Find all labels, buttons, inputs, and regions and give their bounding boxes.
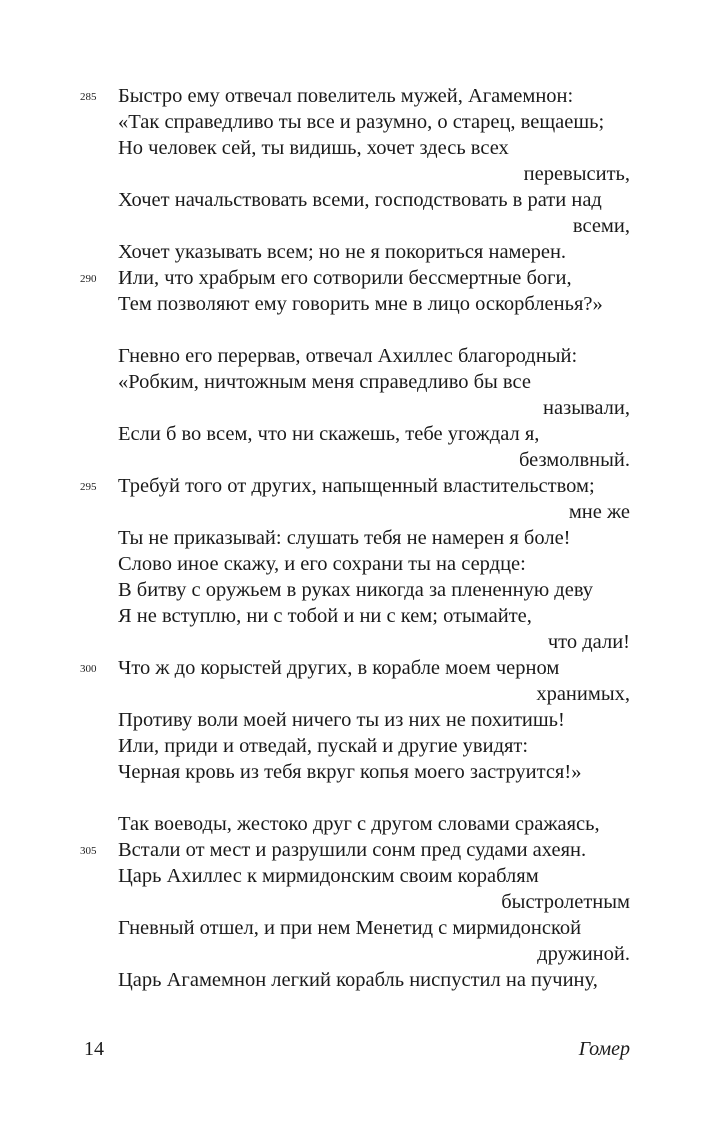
verse-line [0,135,709,161]
verse-text: называли, [543,397,630,419]
verse-text: дружиной. [537,943,630,965]
page-number: 14 [84,1038,104,1060]
verse-line [0,447,709,473]
verse-text: Если б во всем, что ни скажешь, тебе угождал я, [118,423,540,445]
verse-text: Гневный отшел, и при нем Менетид с мирмидонской [118,917,582,939]
verse-line [0,109,709,135]
verse-text: Тем позволяют ему говорить мне в лицо оскорбленья?» [118,293,603,315]
verse-text: Быстро ему отвечал повелитель мужей, Агамемнон: [118,85,574,107]
verse-text: Слово иное скажу, и его сохрани ты на сердце: [118,553,526,575]
verse-line [0,291,709,317]
verse-line [0,811,709,837]
verse-line [0,733,709,759]
verse-line [0,837,709,863]
verse-text: Что ж до корыстей других, в корабле моем черном [118,657,560,679]
verse-line [0,343,709,369]
verse-line [0,369,709,395]
verse-text: Ты не приказывай: слушать тебя не намерен я боле! [118,527,571,549]
page-footer [0,1038,709,1064]
verse-text: Но человек сей, ты видишь, хочет здесь всех [118,137,509,159]
line-number: 305 [80,845,97,857]
verse-text: Или, приди и отведай, пускай и другие увидят: [118,735,529,757]
verse-text: хранимых, [536,683,630,705]
verse-line [0,213,709,239]
stanza-gap [0,785,709,811]
verse-line [0,473,709,499]
verse-text: что дали! [547,631,630,653]
verse-line [0,577,709,603]
verse-text: «Робким, ничтожным меня справедливо бы все [118,371,531,393]
verse-line [0,551,709,577]
verse-line [0,265,709,291]
verse-line [0,499,709,525]
verse-text: В битву с оружьем в руках никогда за плененную деву [118,579,594,601]
stanza-gap [0,317,709,343]
verse-line [0,83,709,109]
verse-line [0,525,709,551]
verse-line [0,187,709,213]
verse-line [0,655,709,681]
verse-text: перевысить, [523,163,630,185]
verse-line [0,707,709,733]
verse-text: Или, что храбрым его сотворили бессмертные боги, [118,267,572,289]
verse-text: Царь Ахиллес к мирмидонским своим кораблям [118,865,539,887]
verse-line [0,239,709,265]
line-number: 300 [80,663,97,675]
verse-text: Хочет начальствовать всеми, господствовать в рати над [118,189,602,211]
verse-text: всеми, [572,215,630,237]
verse-line [0,395,709,421]
verse-text: Хочет указывать всем; но не я покориться намерен. [118,241,567,263]
verse-text: Я не вступлю, ни с тобой и ни с кем; отымайте, [118,605,532,627]
line-number: 290 [80,273,97,285]
verse-text: Встали от мест и разрушили сонм пред судами ахеян. [118,839,587,861]
verse-text: Противу воли моей ничего ты из них не похитишь! [118,709,565,731]
verse-text: Черная кровь из тебя вкруг копья моего заструится!» [118,761,582,783]
verse-line [0,889,709,915]
verse-line [0,629,709,655]
verse-text: Требуй того от других, напыщенный властительством; [118,475,595,497]
poem-text [0,83,709,993]
verse-text: мне же [568,501,630,523]
verse-line [0,967,709,993]
verse-line [0,941,709,967]
verse-line [0,681,709,707]
running-author: Гомер [578,1038,630,1060]
verse-text: быстролетным [501,891,630,913]
verse-text: Так воеводы, жестоко друг с другом словами сражаясь, [118,813,600,835]
line-number: 285 [80,91,97,103]
verse-text: Царь Агамемнон легкий корабль ниспустил на пучину, [118,969,598,991]
verse-line [0,863,709,889]
verse-line [0,161,709,187]
verse-text: безмолвный. [518,449,630,471]
verse-line [0,421,709,447]
verse-text: «Так справедливо ты все и разумно, о старец, вещаешь; [118,111,605,133]
verse-line [0,759,709,785]
verse-line [0,603,709,629]
verse-line [0,915,709,941]
line-number: 295 [80,481,97,493]
verse-text: Гневно его перервав, отвечал Ахиллес благородный: [118,345,578,367]
